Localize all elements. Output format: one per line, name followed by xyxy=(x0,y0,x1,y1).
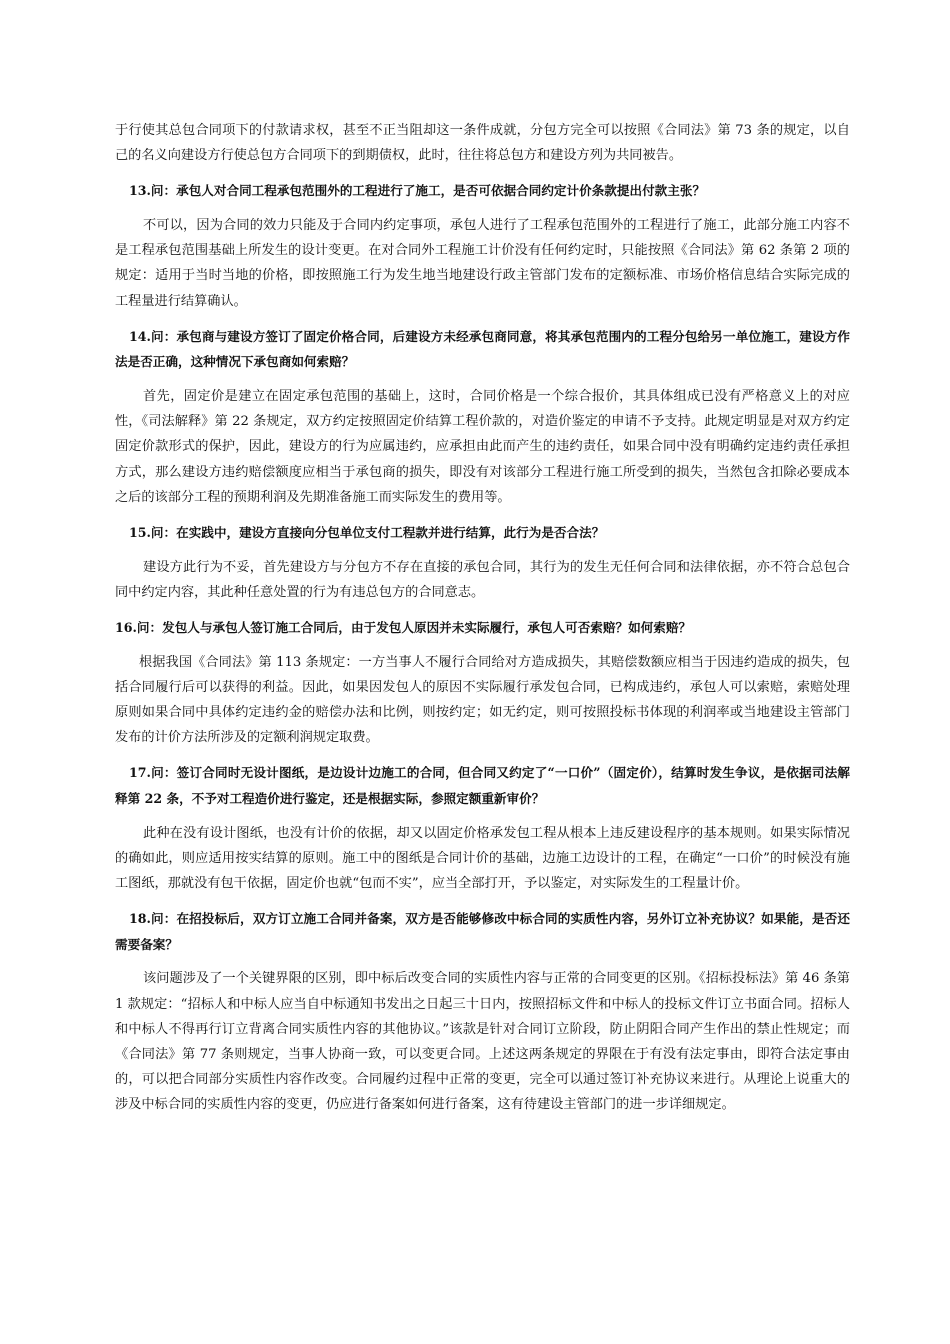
answer-13: 不可以，因为合同的效力只能及于合同内约定事项，承包人进行了工程承包范围外的工程进行了施工，此部分施工内容不是工程承包范围基础上所发生的设计变更。在对合同外工程施工计价没有任何约定时，只能按照《合同法》第 62 条第 2 项的规定：适用于当时当地的价格，即按照施工行为发生地当地建设行政主管部门发布的定额标准、市场价格信息结合实际完成的工程量进行结算确认。 xyxy=(115,218,850,309)
answer-15: 建设方此行为不妥，首先建设方与分包方不存在直接的承包合同，其行为的发生无任何合同和法律依据，亦不符合总包合同中约定内容，其此种任意处置的行为有违总包方的合同意志。 xyxy=(115,559,850,600)
question-17: 17.问：签订合同时无设计图纸，是边设计边施工的合同，但合同又约定了“一口价”（固定价），结算时发生争议，是依据司法解释第 22 条，不予对工程造价进行鉴定，还是根据实际，参照定额重新审价？ xyxy=(115,765,850,807)
answer-16: 根据我国《合同法》第 113 条规定：一方当事人不履行合同给对方造成损失，其赔偿数额应相当于因违约造成的损失，包括合同履行后可以获得的利益。因此，如果因发包人的原因不实际履行承发包合同，已构成违约，承包人可以索赔，索赔处理原则如果合同中具体约定违约金的赔偿办法和比例，则按约定；如无约定，则可按照投标书体现的利润率或当地建设主管部门发布的计价方法所涉及的定额利润规定取费。 xyxy=(115,654,850,746)
question-15: 15.问：在实践中，建设方直接向分包单位支付工程款并进行结算，此行为是否合法？ xyxy=(129,525,605,541)
question-14: 14.问：承包商与建设方签订了固定价格合同，后建设方未经承包商同意，将其承包范围内的工程分包给另一单位施工，建设方作法是否正确，这种情况下承包商如何索赔？ xyxy=(115,328,850,370)
question-16: 16.问：发包人与承包人签订施工合同后，由于发包人原因并未实际履行，承包人可否索赔？如何索赔？ xyxy=(115,620,692,636)
question-13: 13.问：承包人对合同工程承包范围外的工程进行了施工，是否可依据合同约定计价条款提出付款主张？ xyxy=(129,183,706,199)
document-page xyxy=(115,118,850,1118)
answer-14: 首先，固定价是建立在固定承包范围的基础上，这时，合同价格是一个综合报价，其具体组成已没有严格意义上的对应性，《司法解释》第 22 条规定，双方约定按照固定价结算工程价款的，对造价鉴定的申请不予支持。此规定明显是对双方约定固定价款形式的保护，因此，建设方的行为应属违约，应承担由此而产生的违约责任，如果合同中没有明确约定违约责任承担方式，那么建设方违约赔偿额度应相当于承包商的损失，即没有对该部分工程进行施工所受到的损失，当然包含扣除必要成本之后的该部分工程的预期利润及先期准备施工而实际发生的费用等。 xyxy=(115,389,850,505)
answer-12-continuation: 于行使其总包合同项下的付款请求权，甚至不正当阻却这一条件成就，分包方完全可以按照《合同法》第 73 条的规定，以自己的名义向建设方行使总包方合同项下的到期债权，此时，往往将总包方和建设方列为共同被告。 xyxy=(115,123,850,164)
answer-18: 该问题涉及了一个关键界限的区别，即中标后改变合同的实质性内容与正常的合同变更的区别。《招标投标法》第 46 条第 1 款规定：“招标人和中标人应当自中标通知书发出之日起三十日内，按照招标文件和中标人的投标文件订立书面合同。招标人和中标人不得再行订立背离合同实质性内容的其他协议。”该款是针对合同订立阶段，防止阴阳合同产生作出的禁止性规定；而《合同法》第 77 条则规定，当事人协商一致，可以变更合同。上述这两条规定的界限在于有没有法定事由，即符合法定事由的，可以把合同部分实质性内容作改变。合同履约过程中正常的变更，完全可以通过签订补充协议来进行。从理论上说重大的涉及中标合同的实质性内容的变更，仍应进行备案如何进行备案，这有待建设主管部门的进一步详细规定。 xyxy=(115,971,850,1113)
question-18: 18.问：在招投标后，双方订立施工合同并备案，双方是否能够修改中标合同的实质性内容，另外订立补充协议？如果能，是否还需要备案？ xyxy=(115,911,850,952)
answer-17: 此种在没有设计图纸，也没有计价的依据，却又以固定价格承发包工程从根本上违反建设程序的基本规则。如果实际情况的确如此，则应适用按实结算的原则。施工中的图纸是合同计价的基础，边施工边设计的工程，在确定“一口价”的时候没有施工图纸，那就没有包干依据，固定价也就“包而不实”，应当全部打开，予以鉴定，对实际发生的工程量计价。 xyxy=(115,825,850,892)
